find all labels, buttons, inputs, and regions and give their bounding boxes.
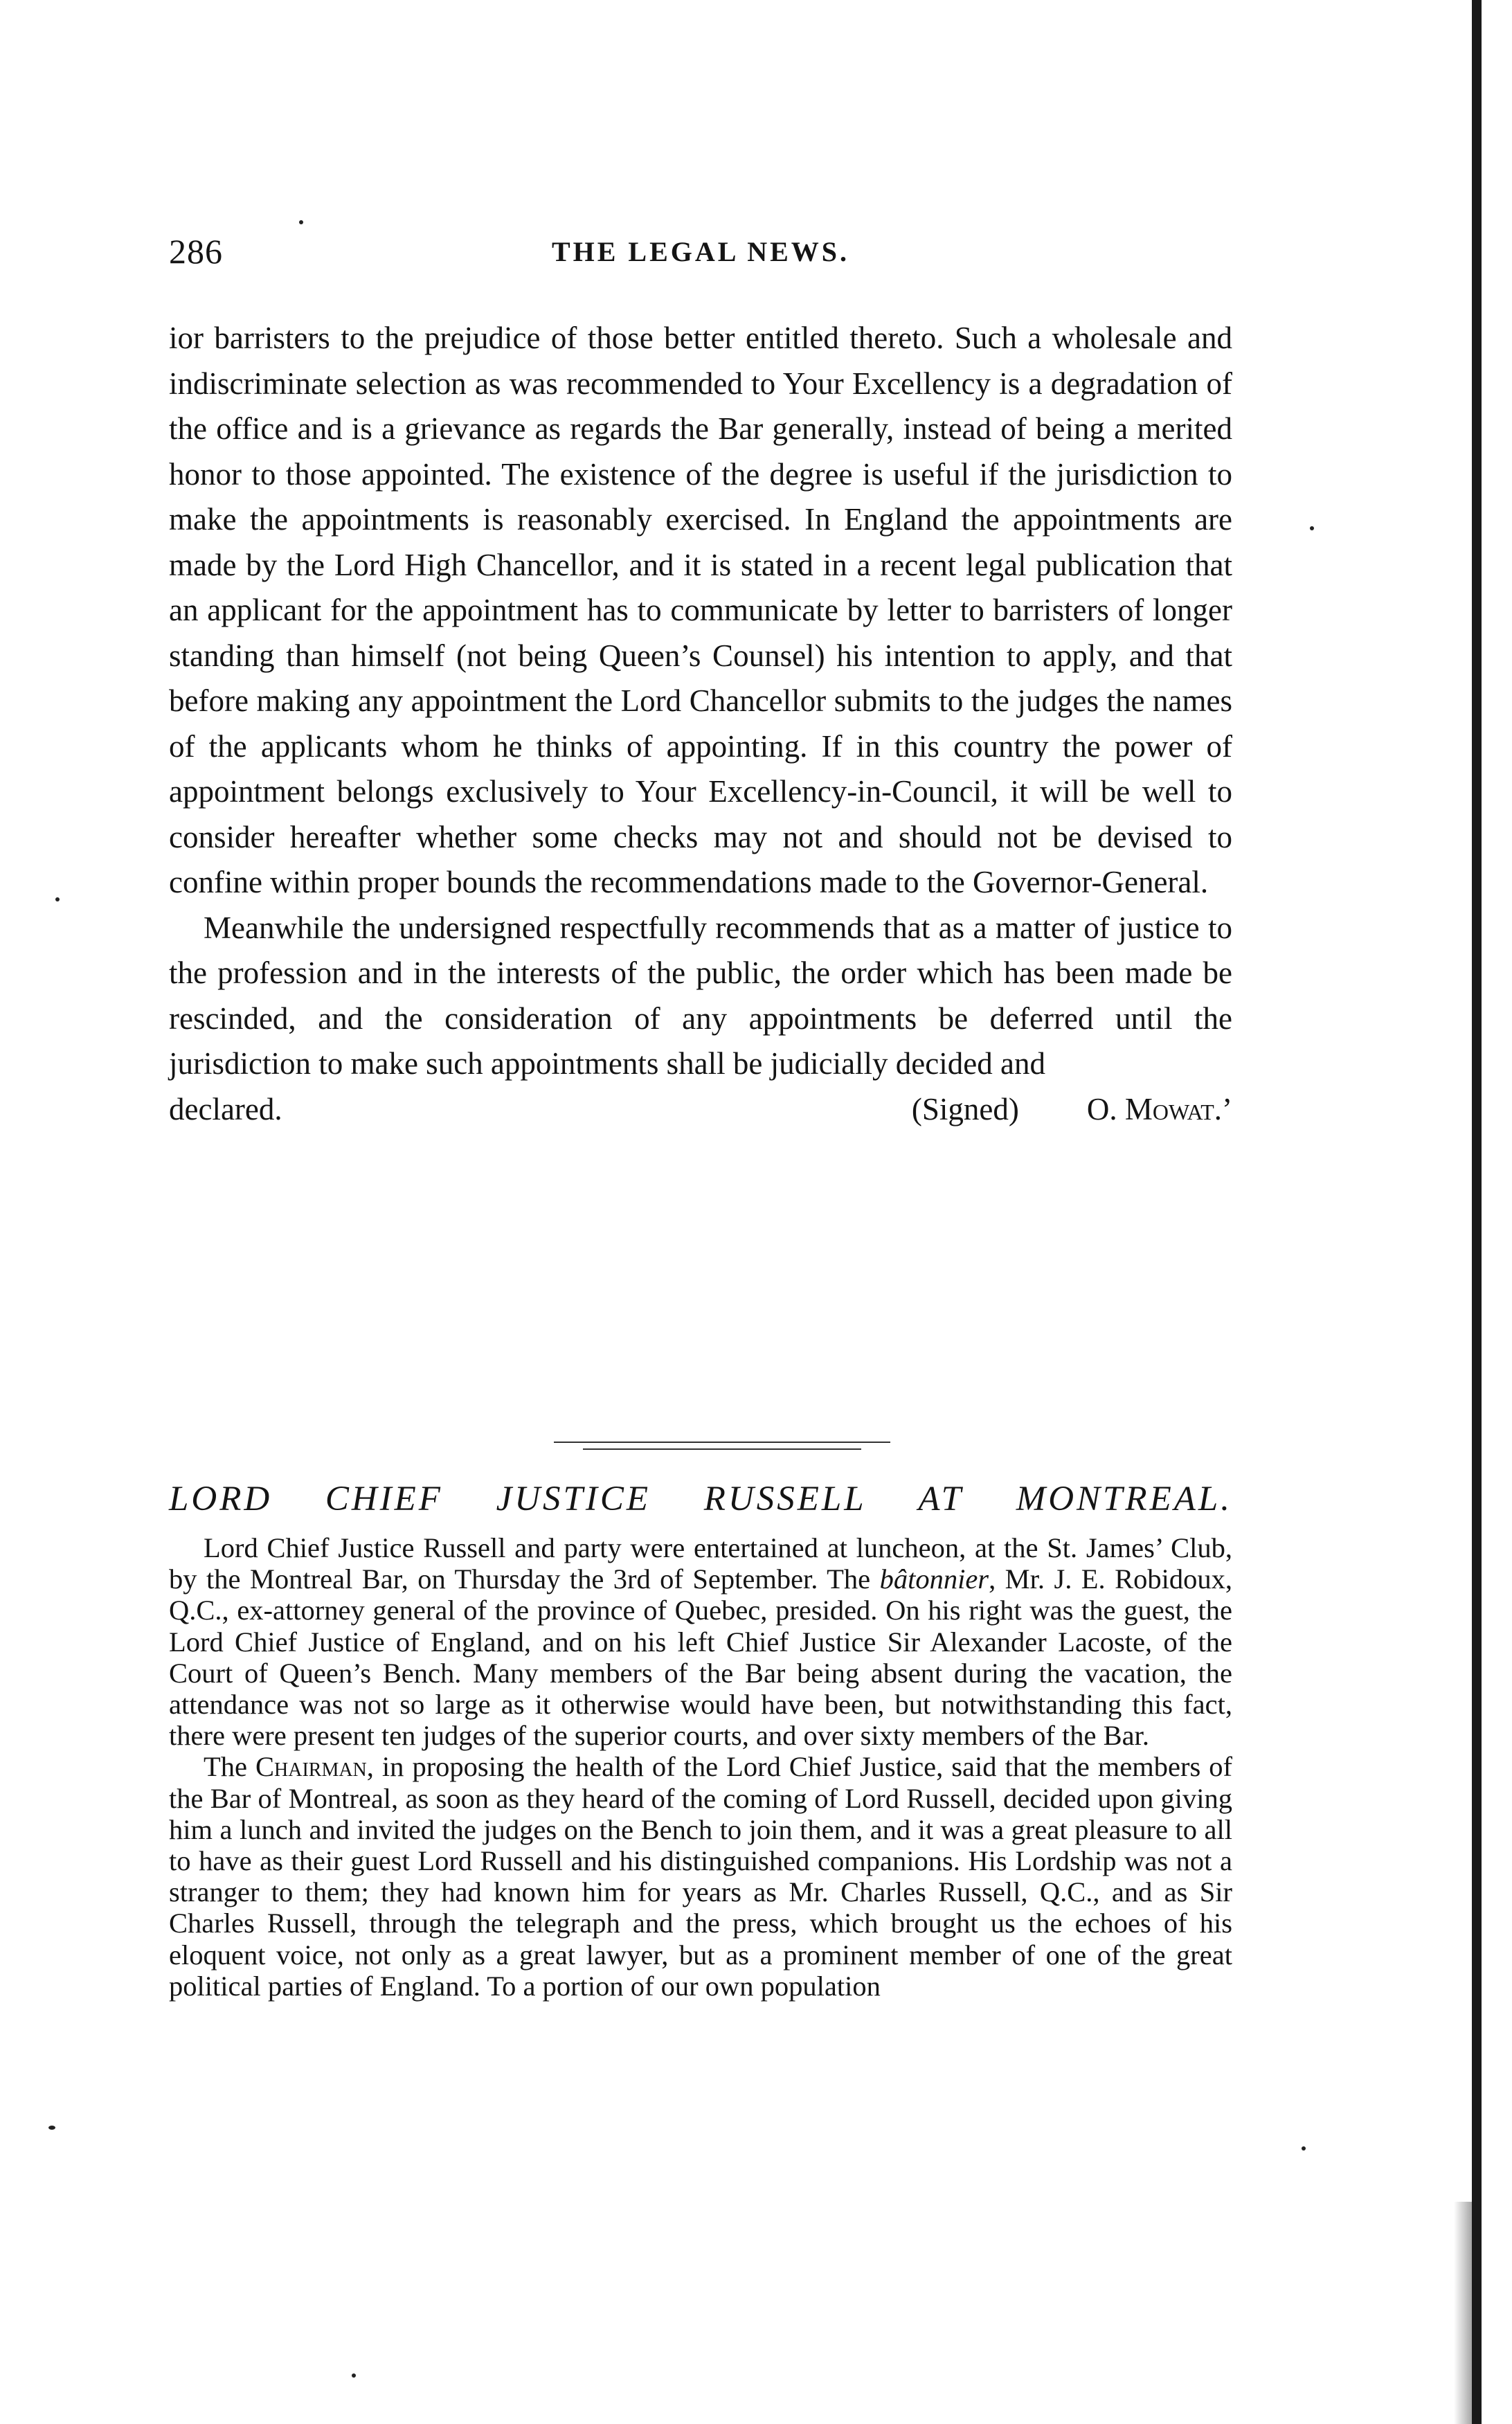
page-edge-line xyxy=(1472,0,1482,2424)
article-text: The xyxy=(204,1751,255,1783)
article-text: , in proposing the health of the Lord Chief Justice, said that the members of the Bar of Montreal, as soon as they heard of the coming of Lord Russell, decided upon giving him a lunch and invited the judges on the Bench to join them, and it was a great pleasure to all to have as their guest Lord Russell and his distinguished companions. His Lordship was not a stranger to them; they had known him for years as Mr. Charles Russell, Q.C., and as Sir Charles Russell, through the telegraph and the press, which brought us the echoes of his eloquent voice, not only as a great lawyer, but as a prominent member of one of the great political parties of England. To a portion of our own population xyxy=(169,1751,1232,2002)
closing-word: declared. xyxy=(169,1091,282,1126)
print-speck xyxy=(352,2373,356,2378)
signatory-name xyxy=(1087,1087,1232,1133)
letter-paragraph: ior barristers to the prejudice of those better entitled thereto. Such a wholesale and indiscriminate selection as was recommended to Your Excellency is a degradation of the office and is a grievance as regards the Bar generally, instead of being a merited honor to those appointed. The existence of the degree is useful if the jurisdiction to make the appointments is reasonably exercised. In England the appointments are made by the Lord High Chancellor, and it is stated in a recent legal publication that an applicant for the appointment has to communicate by letter to barristers of longer standing than himself (not being Queen’s Counsel) his intention to apply, and that before making any appointment the Lord Chancellor submits to the judges the names of the applicants whom he thinks of appointing. If in this country the power of appointment belongs exclusively to Your Excellency-in-Council, it will be well to consider hereafter whether some checks may not and should not be devised to confine within proper bounds the recommendations made to the Governor-General. xyxy=(169,321,1232,899)
article-text: Lord Chief Justice Russell and party were entertained at luncheon, at the St. James’ Club, by the Montreal Bar, on Thursday the 3rd of September. The xyxy=(169,1532,1232,1595)
section-divider xyxy=(554,1442,890,1443)
page-header xyxy=(169,231,1232,287)
italic-term: bâtonnier xyxy=(879,1563,989,1595)
page-number: 286 xyxy=(169,232,223,271)
signatory-surname: Mowat.’ xyxy=(1124,1091,1232,1126)
section-divider xyxy=(583,1448,861,1450)
signature-line xyxy=(169,1087,1232,1133)
print-speck xyxy=(299,220,303,224)
article-section xyxy=(169,1532,1232,2002)
signatory-initial: O. xyxy=(1086,1091,1125,1126)
article-text: , Mr. J. E. Robidoux, Q.C., ex-attorney general of the province of Quebec, presided. On his right was the guest, the Lord Chief Justice of England, and on his left Chief Justice Sir Alexander Lacoste, of the Court of Queen’s Bench. Many members of the Bar being absent during the vacation, the attendance was not so large as it otherwise would have been, but notwithstanding this fact, there were present ten judges of the superior courts, and over sixty members of the Bar. xyxy=(169,1563,1232,1752)
print-speck xyxy=(1310,526,1314,530)
letter-section xyxy=(169,316,1232,1132)
letter-paragraph: Meanwhile the undersigned respectfully recommends that as a matter of justice to the profession and in the interests of the public, the order which has been made be rescinded, and the consideration of any appointments be deferred until the jurisdiction to make such appointments shall be judicially decided and xyxy=(169,910,1232,1081)
print-speck xyxy=(55,897,60,901)
article-paragraph xyxy=(169,1532,1232,1751)
article-title: LORD CHIEF JUSTICE RUSSELL AT MONTREAL. xyxy=(169,1480,1232,1518)
print-speck xyxy=(48,2126,55,2130)
article-paragraph xyxy=(169,1751,1232,2002)
page-edge-shadow xyxy=(1454,2202,1472,2424)
running-head: THE LEGAL NEWS. xyxy=(551,236,850,267)
signed-label: (Signed) xyxy=(911,1091,1019,1126)
print-speck xyxy=(1302,2146,1306,2151)
speaker-name: Chairman xyxy=(255,1751,367,1783)
